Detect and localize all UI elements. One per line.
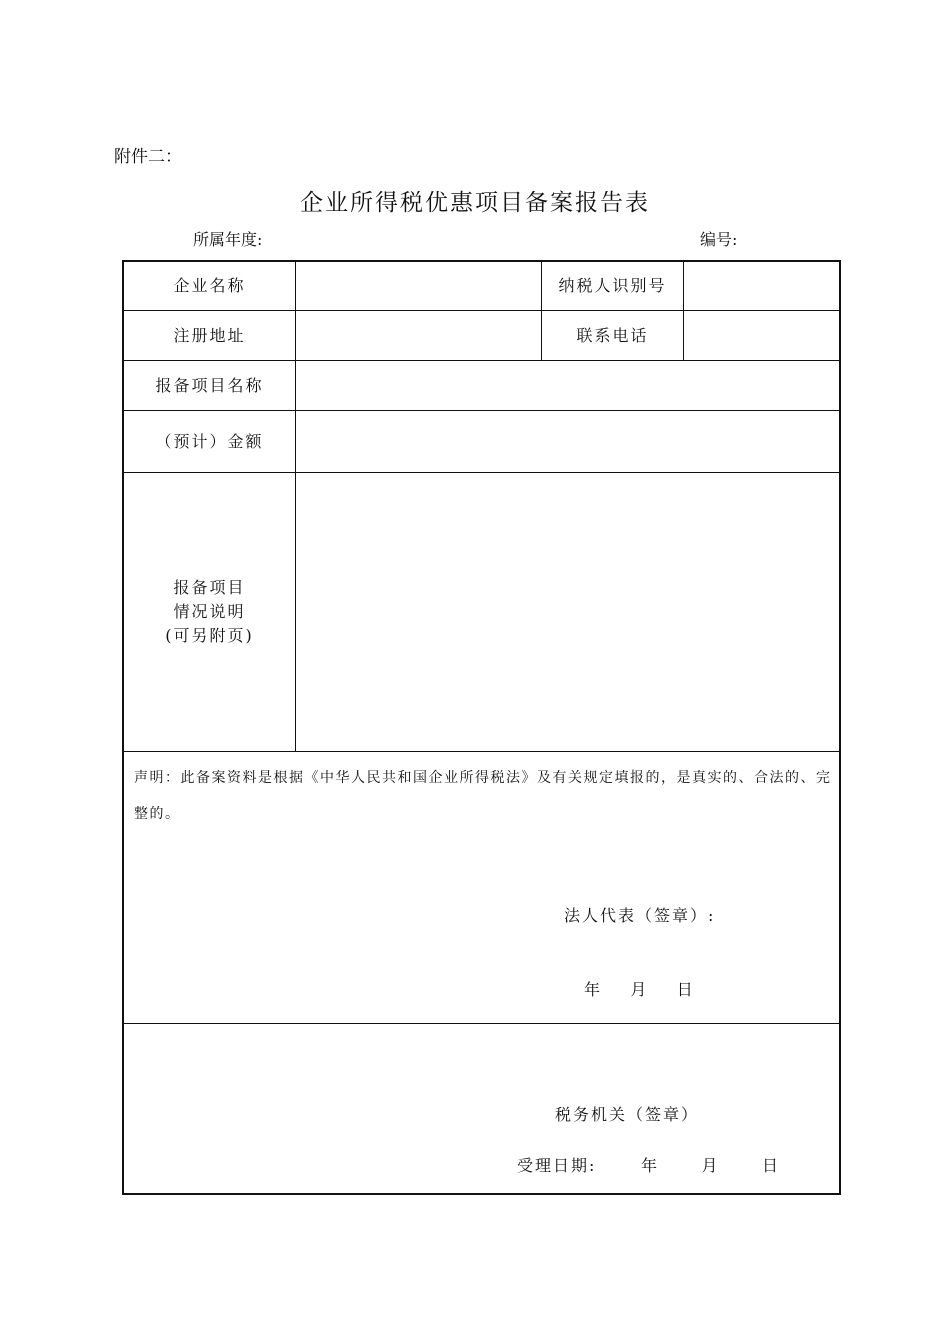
description-label-line: 情况说明 [173, 602, 246, 621]
company-name-label: 企业名称 [173, 276, 246, 295]
amount-label: （预计）金额 [155, 431, 264, 451]
row-divider [124, 1023, 839, 1024]
row-divider [124, 751, 839, 752]
description-label-line: 报备项目 [173, 578, 246, 597]
description-label [124, 473, 295, 751]
signature-date: 年 月 日 [584, 980, 695, 999]
form-title: 企业所得税优惠项目备案报告表 [300, 190, 650, 216]
amount-field[interactable] [296, 411, 839, 472]
accept-date: 年 月 日 [641, 1156, 781, 1175]
description-label-line: (可另附页) [165, 626, 254, 645]
phone-label: 联系电话 [576, 325, 649, 345]
project-name-label: 报备项目名称 [155, 375, 264, 395]
attachment-label: 附件二： [114, 147, 182, 167]
address-field[interactable] [296, 311, 541, 360]
legal-rep-signature-label: 法人代表（签章）: [564, 906, 716, 925]
serial-number-label: 编号: [700, 230, 738, 249]
company-name-field[interactable] [296, 262, 541, 310]
phone-field[interactable] [684, 311, 839, 360]
declaration-text: 声明：此备案资料是根据《中华人民共和国企业所得税法》及有关规定填报的，是真实的、合法的、完整的。 [134, 770, 832, 822]
project-name-field[interactable] [296, 361, 839, 410]
tax-authority-signature-label: 税务机关（签章） [555, 1105, 700, 1124]
accept-date-label: 受理日期: [517, 1156, 597, 1175]
description-field[interactable] [296, 473, 839, 751]
taxpayer-id-label: 纳税人识别号 [558, 276, 667, 295]
filing-form-table [122, 260, 841, 1195]
address-label: 注册地址 [173, 325, 246, 345]
fiscal-year-label: 所属年度: [193, 230, 263, 249]
taxpayer-id-field[interactable] [684, 262, 839, 310]
